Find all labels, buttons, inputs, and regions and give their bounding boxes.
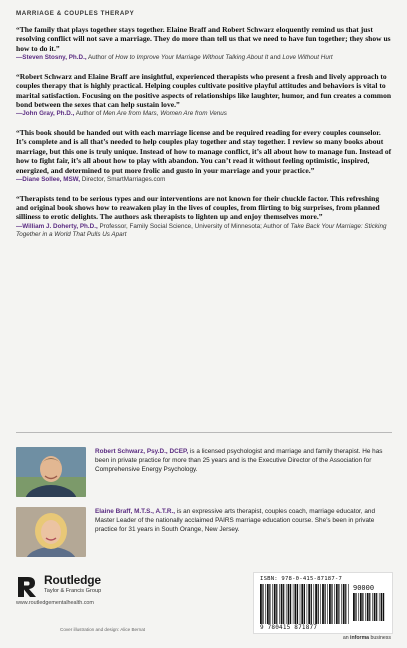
review-3 [16, 128, 392, 185]
author-bio: Elaine Braff, M.T.S., A.T.R., is an expressive arts therapist, couples coach, marriage educator, and Master Leader of the nationally acclaimed PAIRS marriage education course. She’s been in private practice for 31 years in South Orange, New Jersey. [95, 508, 376, 534]
isbn-label: ISBN: 978-0-415-87187-7 [260, 576, 343, 582]
reviewer-name: —Steven Stosny, Ph.D., [16, 54, 87, 62]
review-attribution: —William J. Doherty, Ph.D., Professor, Family Social Science, University of Minnesota; Author of Take Back Your Marriage: Sticking Together in a World That Pulls Us Apart [16, 222, 387, 239]
publisher-block [16, 573, 206, 633]
back-cover-reviews [16, 10, 392, 249]
book-title: Love Without Hurt [282, 54, 333, 62]
section-divider [16, 432, 392, 433]
informa-tagline: an informa business [342, 635, 391, 641]
book-title: How to Improve Your Marriage Without Talking About It [115, 54, 269, 62]
ean-barcode-icon [260, 584, 350, 624]
review-quote: “The family that plays together stays together. Elaine Braff and Robert Schwarz eloquently remind us that just resolving conflict will not save a marriage. They do more than tell us that we need to have fun together; they show us how to do it.” [16, 25, 391, 53]
review-1 [16, 25, 392, 63]
author-name: Robert Schwarz, Psy.D., DCEP, [95, 448, 189, 455]
book-title: Men Are from Mars, Women Are from Venus [103, 110, 227, 118]
reviewer-name: —Diane Sollee, MSW, [16, 176, 81, 184]
price-barcode-icon [353, 593, 385, 621]
reviewer-name: —William J. Doherty, Ph.D., [16, 222, 98, 230]
review-attribution: —John Gray, Ph.D., Author of Men Are from Mars, Women Are from Venus [16, 110, 227, 118]
cover-credit: Cover illustration and design: Alice Bernat [60, 627, 146, 632]
author-elaine-braff [16, 507, 392, 559]
author-photo [16, 507, 86, 557]
reviewer-name: —John Gray, Ph.D., [16, 110, 75, 118]
review-2 [16, 72, 392, 119]
review-attribution: —Diane Sollee, MSW, Director, SmartMarriages.com [16, 176, 166, 184]
review-4 [16, 194, 392, 240]
publisher-name: Routledge [44, 573, 101, 587]
price-code: 90000 [353, 584, 375, 592]
author-name: Elaine Braff, M.T.S., A.T.R., [95, 508, 176, 515]
author-bio: Robert Schwarz, Psy.D., DCEP, is a licensed psychologist and marriage and family therapist. He has been in private practice for more than 25 years and is the Executive Director of the Association for Comprehensive Energy Psychology. [95, 448, 383, 474]
author-robert-schwarz [16, 447, 392, 499]
publisher-subtitle: Taylor & Francis Group [44, 588, 102, 594]
routledge-logo-icon [16, 575, 38, 599]
publisher-url[interactable]: www.routledgementalhealth.com [16, 600, 94, 606]
author-photo [16, 447, 86, 497]
category-label: MARRIAGE & COUPLES THERAPY [16, 10, 135, 17]
barcode [253, 572, 393, 634]
review-attribution: —Steven Stosny, Ph.D., Author of How to Improve Your Marriage Without Talking About It and Love Without Hurt [16, 54, 333, 62]
review-quote: “Robert Schwarz and Elaine Braff are insightful, experienced therapists who present a fresh and lively approach to couples therapy that is highly practical. Helping couples cultivate positive playful attitudes and behaviors is vital to marital satisfaction. Focusing on the positive aspects of relationships like laughter, humor, and fun creates a common bond between the sexes that can help sustain love.” [16, 71, 392, 110]
review-quote: “This book should be handed out with each marriage license and be required reading for every couples counselor. It’s complete and is all that’s needed to help couples play together and stay together. I review so many books about marriage, but this one is truly unique. Instead of how to manage conflict, it’s all about how to manage fun. Instead of how to fight fair, it’s all about how to play with abandon. You can’t read it without feeling optimistic, inspired, energized, and determined to put more frolic and gusto in your marriage and your practice.” [16, 128, 392, 175]
barcode-digits: 9 780415 871877 [260, 624, 318, 631]
review-quote: “Therapists tend to be serious types and our interventions are not known for their chuckle factor. This refreshing and original book shows how to reawaken play in the lives of couples, from flirting to big surprises, from planned silliness to erotic delights. The authors ask therapists to lighten up and enjoy themselves more.” [16, 193, 380, 222]
book-title: Take Back Your Marriage: Sticking Together in a World That Pulls Us Apart [16, 222, 387, 239]
